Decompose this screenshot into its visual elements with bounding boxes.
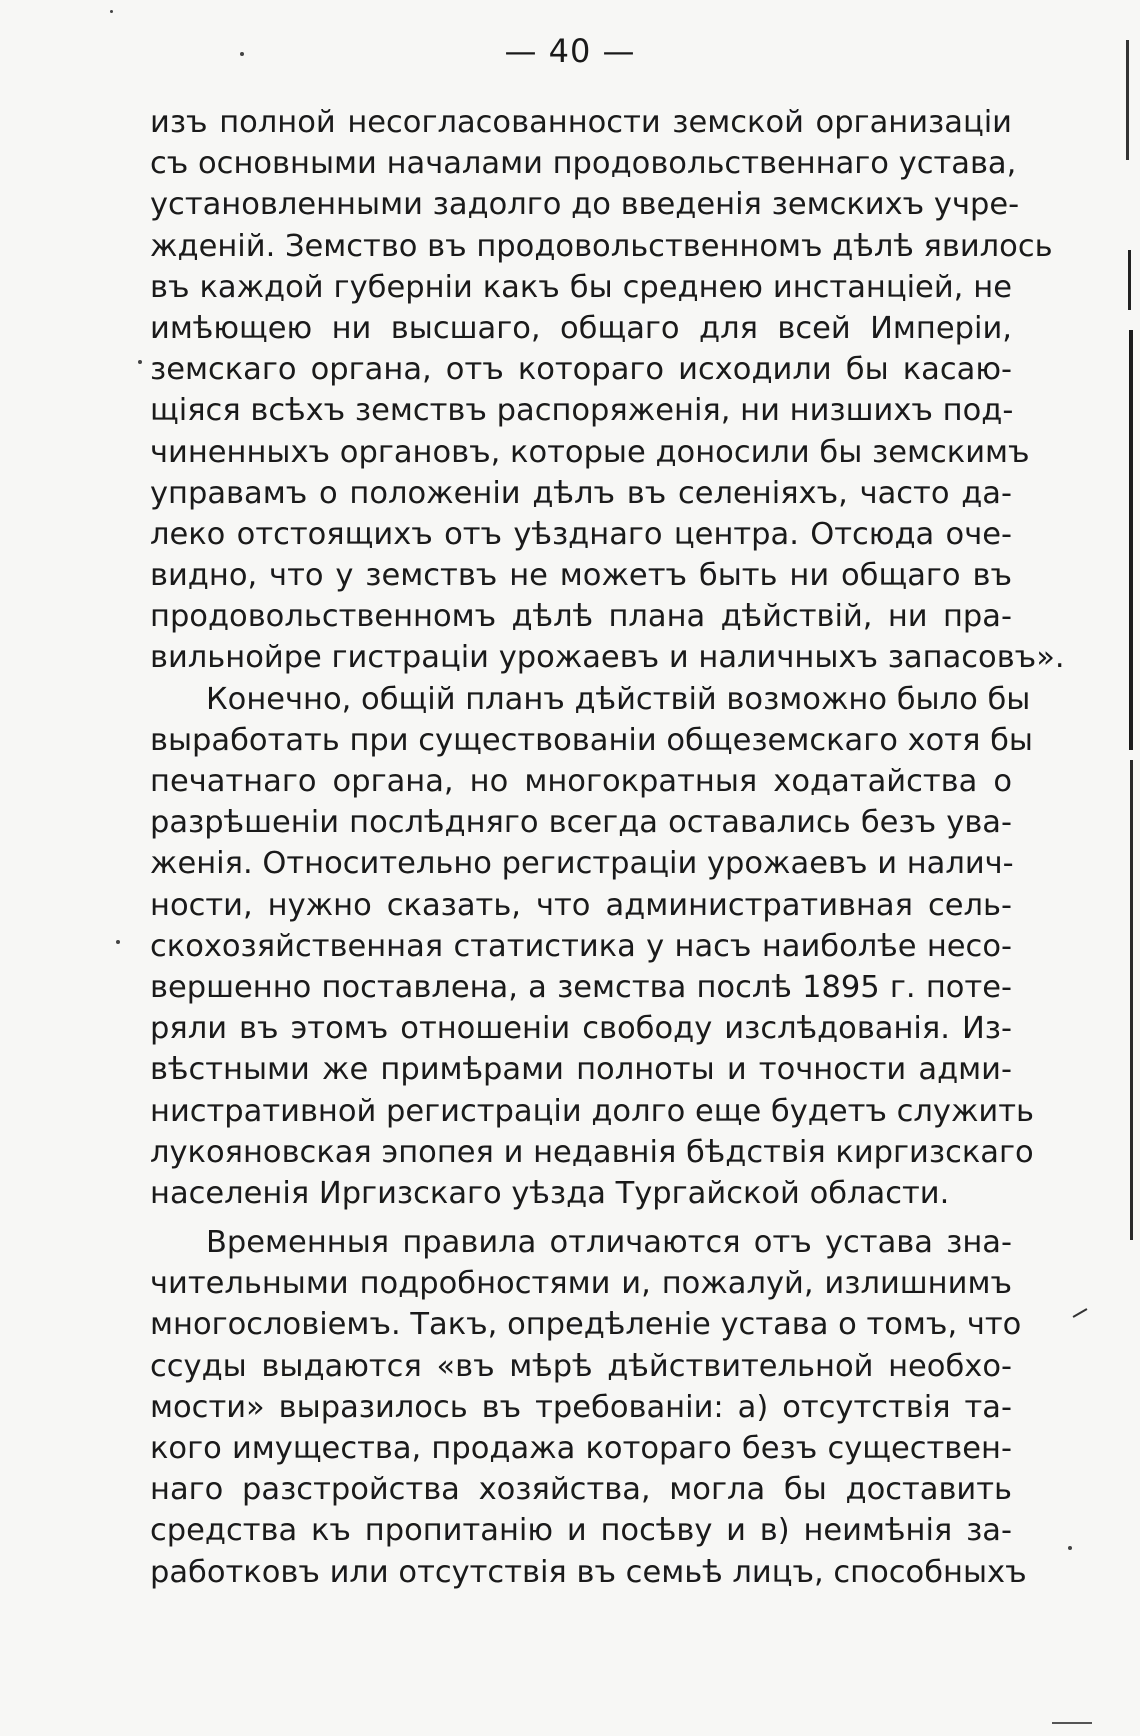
text-line: вершенно поставлена, а земства послѣ 1895 г. поте- bbox=[150, 969, 1012, 1005]
scan-edge-line bbox=[1129, 330, 1133, 750]
body-text bbox=[150, 102, 1065, 1593]
scan-speck bbox=[138, 360, 142, 364]
text-line: работковъ или отсутствія въ семьѣ лицъ, способныхъ bbox=[150, 1554, 1027, 1590]
scan-speck bbox=[116, 940, 120, 944]
text-line: земскаго органа, отъ котораго исходили бы касаю- bbox=[150, 352, 1012, 388]
scan-speck bbox=[1068, 1546, 1072, 1550]
text-line: Конечно, общій планъ дѣйствій возможно было бы bbox=[206, 681, 1031, 717]
text-line: продовольственномъ дѣлѣ плана дѣйствій, ни пра- bbox=[150, 599, 1012, 635]
text-line: вильнойре гистраціи урожаевъ и наличныхъ запасовъ». bbox=[150, 640, 1065, 676]
text-line: многословіемъ. Такъ, опредѣленіе устава о томъ, что bbox=[150, 1307, 1022, 1343]
scan-edge-line bbox=[1130, 760, 1133, 1240]
scan-edge-line bbox=[1126, 40, 1129, 160]
text-line: выработать при существованіи общеземскаго хотя бы bbox=[150, 722, 1033, 758]
text-line: средства къ пропитанію и посѣву и в) неимѣнія за- bbox=[150, 1513, 1012, 1549]
text-line: женія. Относительно регистраціи урожаевъ и налич- bbox=[150, 846, 1014, 882]
text-line: чительными подробностями и, пожалуй, излишнимъ bbox=[150, 1266, 1012, 1302]
text-line: Временныя правила отличаются отъ устава зна- bbox=[206, 1225, 1012, 1261]
text-line: чиненныхъ органовъ, которые доносили бы земскимъ bbox=[150, 434, 1030, 470]
paragraph-2 bbox=[150, 679, 1034, 1214]
text-line: лукояновская эпопея и недавнія бѣдствія киргизскаго bbox=[150, 1134, 1034, 1170]
text-line: установленными задолго до введенія земскихъ учре- bbox=[150, 187, 1020, 223]
text-line: ссуды выдаются «въ мѣрѣ дѣйствительной необхо- bbox=[150, 1348, 1012, 1384]
paragraph-gap bbox=[150, 1214, 1012, 1222]
text-line: леко отстоящихъ отъ уѣзднаго центра. Отсюда оче- bbox=[150, 516, 1012, 552]
scan-speck bbox=[110, 10, 113, 13]
text-line: ности, нужно сказать, что административная сель- bbox=[150, 887, 1012, 923]
text-line: видно, что у земствъ не можетъ быть ни общаго въ bbox=[150, 558, 1012, 594]
scan-stroke bbox=[1073, 1308, 1088, 1318]
text-line: жденій. Земство въ продовольственномъ дѣлѣ явилось bbox=[150, 228, 1053, 264]
text-line: имѣющею ни высшаго, общаго для всей Имперіи, bbox=[150, 310, 1012, 346]
text-line: населенія Иргизскаго уѣзда Тургайской области. bbox=[150, 1175, 950, 1211]
text-line: наго разстройства хозяйства, могла бы доставить bbox=[150, 1472, 1012, 1508]
scan-edge-line bbox=[1128, 250, 1131, 310]
text-line: кого имущества, продажа котораго безъ существен- bbox=[150, 1431, 1012, 1466]
paragraph-1 bbox=[150, 102, 1065, 679]
page-number: — 40 — bbox=[504, 32, 636, 70]
text-line: разрѣшеніи послѣдняго всегда оставались безъ ува- bbox=[150, 805, 1012, 841]
text-line: вѣстными же примѣрами полноты и точности адми- bbox=[150, 1052, 1012, 1088]
scan-stroke bbox=[1052, 1722, 1092, 1724]
text-line: управамъ о положеніи дѣлъ въ селеніяхъ, часто да- bbox=[150, 475, 1012, 511]
text-line: съ основными началами продовольственнаго устава, bbox=[150, 146, 1017, 182]
text-line: въ каждой губерніи какъ бы среднею инстанціей, не bbox=[150, 269, 1012, 305]
scan-speck bbox=[240, 52, 244, 56]
text-line: щіяся всѣхъ земствъ распоряженія, ни низшихъ под- bbox=[150, 393, 1014, 429]
text-line: изъ полной несогласованности земской организаціи bbox=[150, 105, 1012, 140]
text-line: ряли въ этомъ отношеніи свободу изслѣдованія. Из- bbox=[150, 1011, 1012, 1047]
text-line: мости» выразилось въ требованіи: а) отсутствія та- bbox=[150, 1389, 1012, 1425]
paragraph-3 bbox=[150, 1222, 1027, 1593]
text-line: скохозяйственная статистика у насъ наиболѣе несо- bbox=[150, 928, 1012, 964]
text-line: печатнаго органа, но многократныя ходатайства о bbox=[150, 764, 1012, 799]
text-line: нистративной регистраціи долго еще будетъ служить bbox=[150, 1093, 1034, 1129]
